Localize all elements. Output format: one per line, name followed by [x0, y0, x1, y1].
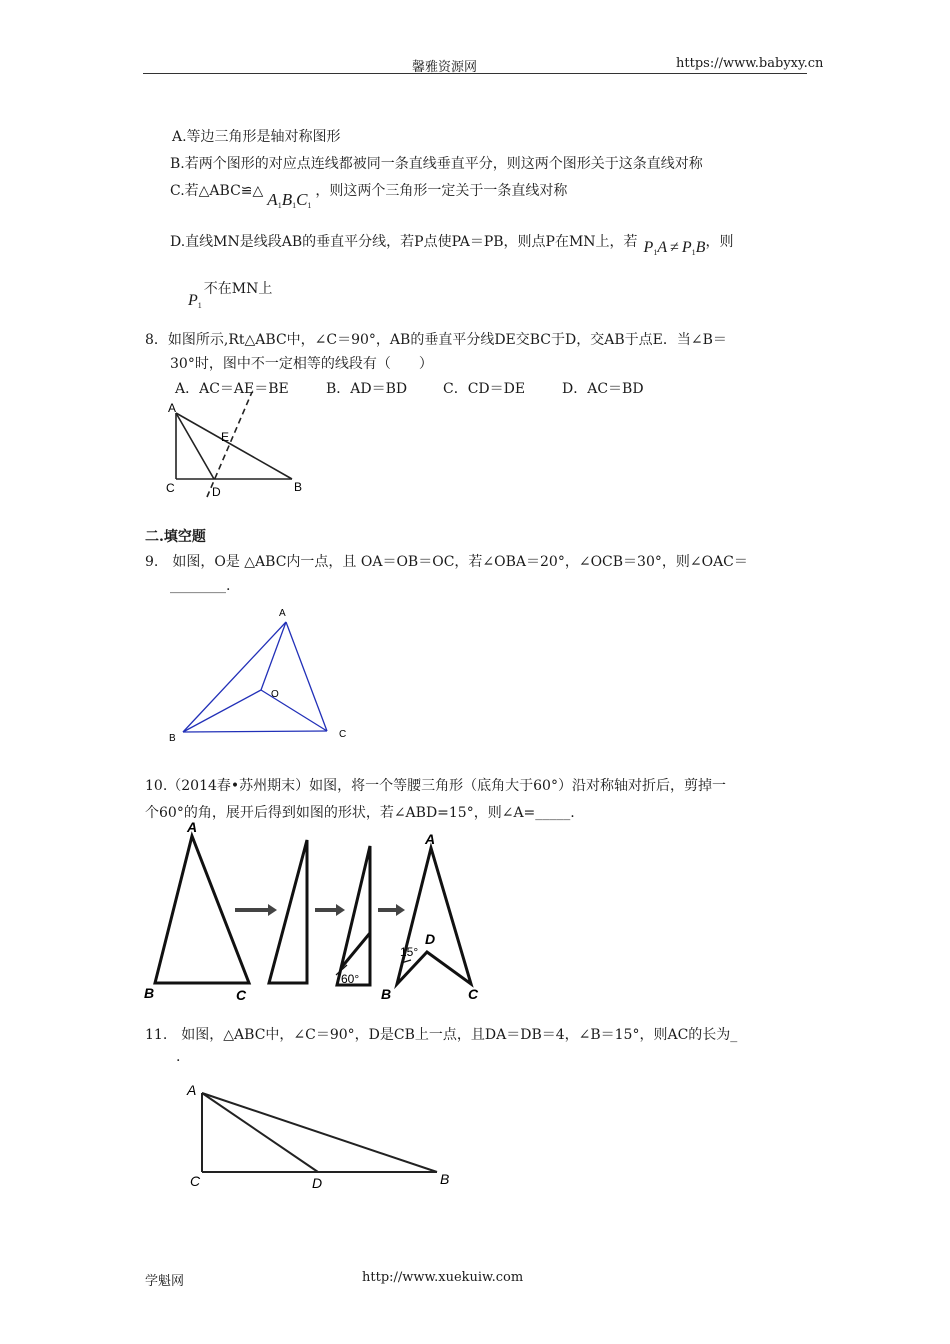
section-title: 二.填空题	[145, 529, 206, 545]
q8-stem-line1: 8．如图所示,Rt△ABC中，∠C＝90°，AB的垂直平分线DE交BC于D，交AB于点E．当∠B＝	[145, 332, 727, 348]
q10-label-a2: A	[425, 831, 436, 847]
q8-label-c: C	[166, 481, 175, 495]
q9-label-o: O	[271, 689, 279, 700]
q8-option-c: C．CD＝DE	[443, 381, 526, 397]
q11-stem-line1: 11. 如图，△ABC中，∠C＝90°，D是CB上一点，且DA＝DB＝4，∠B＝15°，则AC的长为_	[145, 1027, 738, 1043]
q10-stem-line1: 10.（2014春•苏州期末）如图，将一个等腰三角形（底角大于60°）沿对称轴对折后，剪掉一	[145, 778, 726, 794]
q11-label-b: B	[440, 1171, 450, 1187]
q9-label-c: C	[339, 729, 347, 740]
q8-option-d: D．AC＝BD	[562, 381, 644, 397]
q7-option-d-post: ，则	[705, 234, 734, 250]
q9-stem-line1: 9. 如图，O是 △ABC内一点，且 OA＝OB＝OC，若∠OBA＝20°，∠OCB＝30°，则∠OAC＝	[145, 554, 748, 570]
q10-label-b1: B	[144, 985, 155, 1001]
footer-site: 学魁网	[145, 1274, 185, 1289]
q8-label-e: E	[221, 430, 230, 444]
q10-label-d: D	[425, 931, 436, 947]
q11-label-d: D	[312, 1175, 323, 1191]
q11-label-c: C	[190, 1173, 201, 1189]
q9-label-a: A	[279, 608, 286, 619]
q10-stem-line2: 个60°的角，展开后得到如图的形状，若∠ABD=15°，则∠A=_____.	[145, 805, 575, 821]
q7-option-c-triangle: $A_1B_1C_1$	[267, 190, 312, 210]
q10-label-15: 15°	[400, 945, 419, 959]
q10-label-a1: A	[187, 819, 198, 835]
q7-option-c-post: ，则这两个三角形一定关于一条直线对称	[315, 183, 568, 199]
q8-label-b: B	[294, 480, 303, 494]
q11-segment-ad	[202, 1093, 318, 1172]
q7-option-b: B.若两个图形的对应点连线都被同一条直线垂直平分，则这两个图形关于这条直线对称	[170, 156, 703, 172]
q8-stem-line2: 30°时，图中不一定相等的线段有（ ）	[170, 356, 433, 372]
footer-url[interactable]: http://www.xuekuiw.com	[362, 1270, 524, 1285]
q10-label-c2: C	[468, 986, 479, 1002]
q10-label-c1: C	[236, 987, 247, 1003]
q7-option-d-pre: D.直线MN是线段AB的垂直平分线，若P点使PA＝PB，则点P在MN上，若	[170, 234, 638, 250]
q7-option-d-tail: 不在MN上	[203, 281, 273, 297]
q10-label-b2: B	[381, 986, 392, 1002]
q7-option-d-formula: $P_1A \ne P_1B$	[643, 239, 706, 257]
q7-option-d-p1: $P_1$	[188, 292, 202, 310]
q9-label-b: B	[169, 733, 176, 744]
q10-label-60: 60°	[341, 972, 360, 986]
q8-option-a: A．AC＝AE＝BE	[175, 381, 289, 397]
header-url[interactable]: https://www.babyxy.cn	[676, 56, 824, 71]
q11-stem-line2: .	[176, 1049, 181, 1065]
q11-label-a: A	[187, 1082, 197, 1098]
q7-option-a: A.等边三角形是轴对称图形	[172, 129, 341, 145]
q7-option-c-pre: C.若△ABC≌△	[170, 183, 264, 199]
q9-stem-line2: ________.	[170, 578, 231, 594]
q8-option-b: B．AD＝BD	[326, 381, 408, 397]
q11-side-ab	[202, 1093, 437, 1172]
header-site: 馨雅资源网	[412, 60, 478, 75]
q8-label-a: A	[168, 401, 177, 415]
q8-label-d: D	[212, 485, 221, 499]
